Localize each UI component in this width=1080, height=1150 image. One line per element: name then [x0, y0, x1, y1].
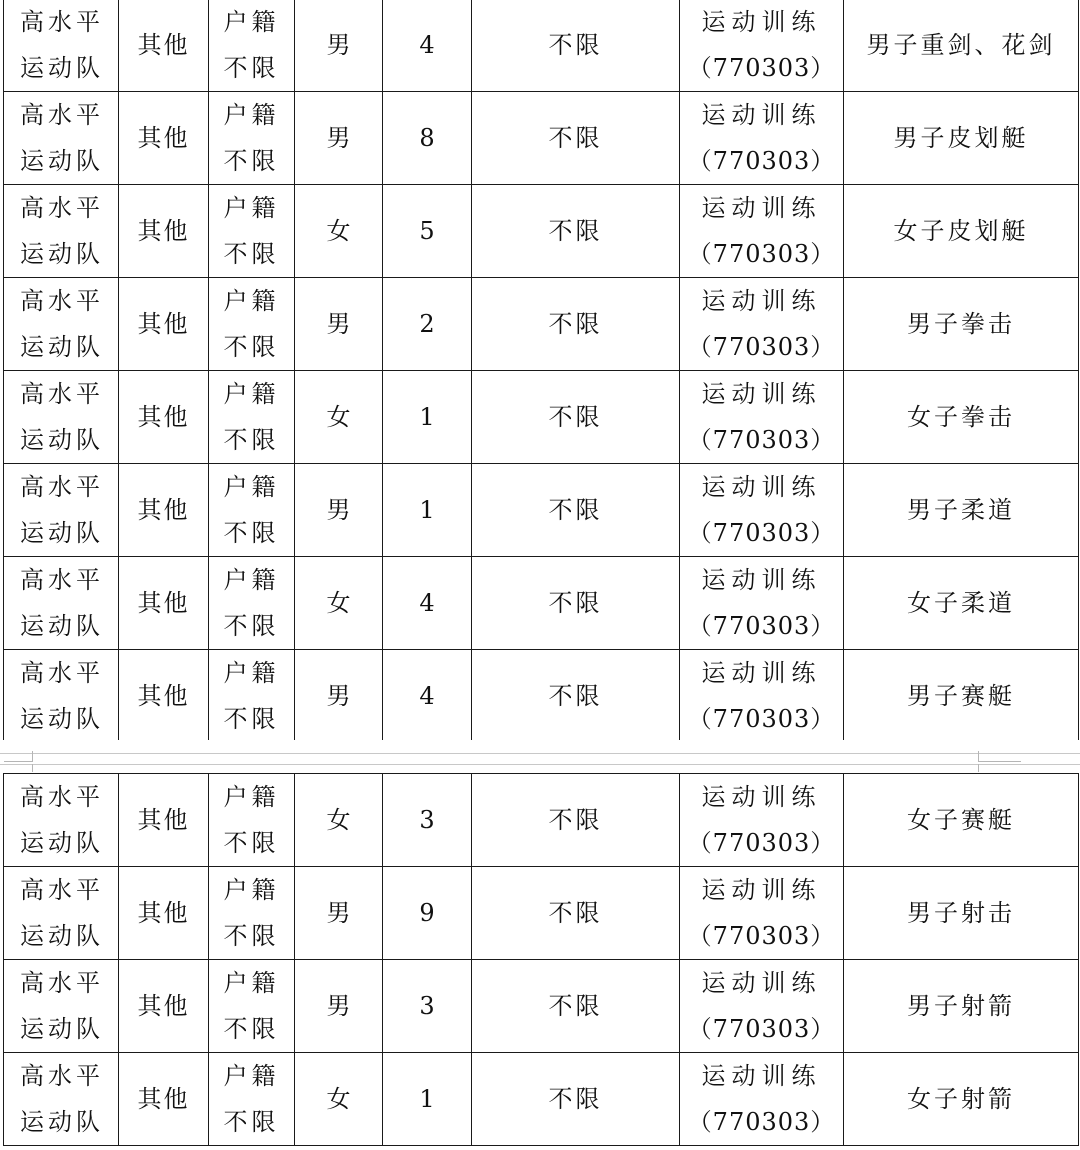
gender-cell: 女: [295, 185, 383, 278]
gender-cell: 女: [295, 557, 383, 650]
hukou-line2: 不限: [223, 240, 280, 268]
page-break-line: [0, 764, 1080, 765]
hukou-line1: 户籍: [223, 473, 280, 501]
table-row: [4, 464, 1079, 557]
education-cell: 不限: [472, 371, 680, 464]
sport-cell: 女子柔道: [844, 557, 1079, 650]
hukou-line2: 不限: [223, 1015, 280, 1043]
recruit-type-line2: 运动队: [20, 612, 104, 640]
category-cell: 其他: [119, 774, 209, 867]
hukou-cell: [209, 557, 295, 650]
table-row: [4, 960, 1079, 1053]
category-cell: 其他: [119, 92, 209, 185]
major-cell: [680, 650, 844, 743]
major-code: （770303）: [687, 333, 836, 361]
table-row: [4, 867, 1079, 960]
education-cell: 不限: [472, 774, 680, 867]
recruit-type-cell: [4, 960, 119, 1053]
major-cell: [680, 867, 844, 960]
education-cell: 不限: [472, 867, 680, 960]
recruit-type-line2: 运动队: [20, 705, 104, 733]
hukou-line2: 不限: [223, 147, 280, 175]
recruit-type-line2: 运动队: [20, 426, 104, 454]
category-cell: 其他: [119, 1053, 209, 1146]
education-cell: 不限: [472, 0, 680, 92]
major-cell: [680, 1053, 844, 1146]
category-cell: 其他: [119, 960, 209, 1053]
major-name: 运动训练: [701, 659, 822, 687]
category-cell: 其他: [119, 371, 209, 464]
sport-cell: 女子赛艇: [844, 774, 1079, 867]
hukou-cell: [209, 278, 295, 371]
table-row: [4, 1053, 1079, 1146]
hukou-line2: 不限: [223, 1108, 280, 1136]
major-code: （770303）: [687, 426, 836, 454]
major-code: （770303）: [687, 519, 836, 547]
major-code: （770303）: [687, 612, 836, 640]
hukou-cell: [209, 867, 295, 960]
major-name: 运动训练: [701, 380, 822, 408]
gender-cell: 男: [295, 278, 383, 371]
hukou-cell: [209, 92, 295, 185]
sport-cell: 女子射箭: [844, 1053, 1079, 1146]
table-row: [4, 557, 1079, 650]
table-row: [4, 185, 1079, 278]
hukou-line1: 户籍: [223, 876, 280, 904]
major-name: 运动训练: [701, 287, 822, 315]
count-cell: 5: [383, 185, 472, 278]
recruit-type-cell: [4, 774, 119, 867]
hukou-line2: 不限: [223, 333, 280, 361]
hukou-cell: [209, 0, 295, 92]
education-cell: 不限: [472, 92, 680, 185]
recruit-type-line2: 运动队: [20, 54, 104, 82]
recruit-type-line2: 运动队: [20, 147, 104, 175]
major-name: 运动训练: [701, 876, 822, 904]
major-code: （770303）: [687, 147, 836, 175]
education-cell: 不限: [472, 464, 680, 557]
major-cell: [680, 278, 844, 371]
hukou-line2: 不限: [223, 705, 280, 733]
hukou-cell: [209, 960, 295, 1053]
sport-cell: 男子拳击: [844, 278, 1079, 371]
gender-cell: 女: [295, 371, 383, 464]
sport-cell: 男子射箭: [844, 960, 1079, 1053]
category-cell: 其他: [119, 464, 209, 557]
sport-cell: 男子柔道: [844, 464, 1079, 557]
table-row: [4, 650, 1079, 743]
hukou-line1: 户籍: [223, 287, 280, 315]
category-cell: 其他: [119, 867, 209, 960]
recruit-type-line2: 运动队: [20, 519, 104, 547]
recruit-type-cell: [4, 371, 119, 464]
page-corner-mark: [4, 751, 33, 762]
major-cell: [680, 464, 844, 557]
education-cell: 不限: [472, 650, 680, 743]
major-name: 运动训练: [701, 969, 822, 997]
page-corner-mark: [4, 764, 33, 772]
hukou-line1: 户籍: [223, 783, 280, 811]
major-cell: [680, 774, 844, 867]
education-cell: 不限: [472, 278, 680, 371]
recruit-type-line1: 高水平: [20, 876, 104, 904]
recruit-type-line2: 运动队: [20, 829, 104, 857]
count-cell: 8: [383, 92, 472, 185]
major-name: 运动训练: [701, 8, 822, 36]
recruit-type-line1: 高水平: [20, 659, 104, 687]
hukou-line2: 不限: [223, 426, 280, 454]
recruit-type-line1: 高水平: [20, 783, 104, 811]
hukou-line1: 户籍: [223, 8, 280, 36]
sport-cell: 女子皮划艇: [844, 185, 1079, 278]
gender-cell: 男: [295, 867, 383, 960]
major-name: 运动训练: [701, 473, 822, 501]
major-cell: [680, 557, 844, 650]
hukou-line1: 户籍: [223, 659, 280, 687]
sport-cell: 男子射击: [844, 867, 1079, 960]
education-cell: 不限: [472, 1053, 680, 1146]
major-name: 运动训练: [701, 1062, 822, 1090]
education-cell: 不限: [472, 185, 680, 278]
hukou-line2: 不限: [223, 612, 280, 640]
major-code: （770303）: [687, 922, 836, 950]
major-name: 运动训练: [701, 101, 822, 129]
major-code: （770303）: [687, 1108, 836, 1136]
hukou-line1: 户籍: [223, 194, 280, 222]
sport-cell: 男子重剑、花剑: [844, 0, 1079, 92]
education-cell: 不限: [472, 557, 680, 650]
gender-cell: 男: [295, 464, 383, 557]
hukou-cell: [209, 371, 295, 464]
recruit-type-line1: 高水平: [20, 473, 104, 501]
count-cell: 3: [383, 774, 472, 867]
hukou-line1: 户籍: [223, 101, 280, 129]
gender-cell: 男: [295, 650, 383, 743]
recruit-type-cell: [4, 464, 119, 557]
hukou-cell: [209, 1053, 295, 1146]
gender-cell: 男: [295, 0, 383, 92]
hukou-line1: 户籍: [223, 380, 280, 408]
gender-cell: 女: [295, 774, 383, 867]
category-cell: 其他: [119, 0, 209, 92]
page-break-gap: [0, 740, 1080, 773]
count-cell: 4: [383, 650, 472, 743]
major-code: （770303）: [687, 705, 836, 733]
major-name: 运动训练: [701, 194, 822, 222]
count-cell: 2: [383, 278, 472, 371]
hukou-line2: 不限: [223, 519, 280, 547]
category-cell: 其他: [119, 557, 209, 650]
sport-cell: 男子皮划艇: [844, 92, 1079, 185]
major-name: 运动训练: [701, 783, 822, 811]
sport-cell: 男子赛艇: [844, 650, 1079, 743]
recruit-type-line2: 运动队: [20, 240, 104, 268]
count-cell: 1: [383, 371, 472, 464]
table-row: [4, 774, 1079, 867]
page-break-line: [0, 753, 1080, 754]
recruit-type-cell: [4, 92, 119, 185]
recruit-type-cell: [4, 0, 119, 92]
recruit-type-line1: 高水平: [20, 8, 104, 36]
table-row: [4, 0, 1079, 92]
hukou-cell: [209, 185, 295, 278]
gender-cell: 男: [295, 960, 383, 1053]
major-code: （770303）: [687, 829, 836, 857]
hukou-cell: [209, 774, 295, 867]
recruit-type-line2: 运动队: [20, 1015, 104, 1043]
recruit-type-cell: [4, 185, 119, 278]
major-cell: [680, 92, 844, 185]
hukou-line2: 不限: [223, 54, 280, 82]
recruit-type-line1: 高水平: [20, 1062, 104, 1090]
recruit-type-cell: [4, 650, 119, 743]
major-cell: [680, 960, 844, 1053]
hukou-line1: 户籍: [223, 1062, 280, 1090]
major-cell: [680, 0, 844, 92]
table-row: [4, 371, 1079, 464]
education-cell: 不限: [472, 960, 680, 1053]
category-cell: 其他: [119, 278, 209, 371]
hukou-cell: [209, 464, 295, 557]
recruit-type-cell: [4, 278, 119, 371]
recruit-type-line2: 运动队: [20, 922, 104, 950]
recruit-type-line1: 高水平: [20, 194, 104, 222]
recruit-type-line1: 高水平: [20, 287, 104, 315]
table-row: [4, 278, 1079, 371]
hukou-line2: 不限: [223, 829, 280, 857]
gender-cell: 男: [295, 92, 383, 185]
category-cell: 其他: [119, 650, 209, 743]
recruit-type-line2: 运动队: [20, 1108, 104, 1136]
major-code: （770303）: [687, 240, 836, 268]
hukou-line2: 不限: [223, 922, 280, 950]
hukou-line1: 户籍: [223, 566, 280, 594]
major-cell: [680, 185, 844, 278]
count-cell: 1: [383, 464, 472, 557]
hukou-line1: 户籍: [223, 969, 280, 997]
sport-cell: 女子拳击: [844, 371, 1079, 464]
hukou-cell: [209, 650, 295, 743]
table-row: [4, 92, 1079, 185]
count-cell: 4: [383, 0, 472, 92]
major-code: （770303）: [687, 54, 836, 82]
category-cell: 其他: [119, 185, 209, 278]
recruitment-table-page-2: [3, 773, 1079, 1146]
major-cell: [680, 371, 844, 464]
recruit-type-line1: 高水平: [20, 380, 104, 408]
page-corner-mark: [978, 764, 1021, 772]
page-corner-mark: [978, 751, 1021, 762]
major-code: （770303）: [687, 1015, 836, 1043]
count-cell: 3: [383, 960, 472, 1053]
recruit-type-line1: 高水平: [20, 101, 104, 129]
recruit-type-line1: 高水平: [20, 566, 104, 594]
recruitment-table-page-1: [3, 0, 1079, 743]
major-name: 运动训练: [701, 566, 822, 594]
recruit-type-cell: [4, 1053, 119, 1146]
count-cell: 4: [383, 557, 472, 650]
recruit-type-cell: [4, 867, 119, 960]
recruit-type-line1: 高水平: [20, 969, 104, 997]
recruit-type-cell: [4, 557, 119, 650]
recruit-type-line2: 运动队: [20, 333, 104, 361]
gender-cell: 女: [295, 1053, 383, 1146]
count-cell: 9: [383, 867, 472, 960]
count-cell: 1: [383, 1053, 472, 1146]
